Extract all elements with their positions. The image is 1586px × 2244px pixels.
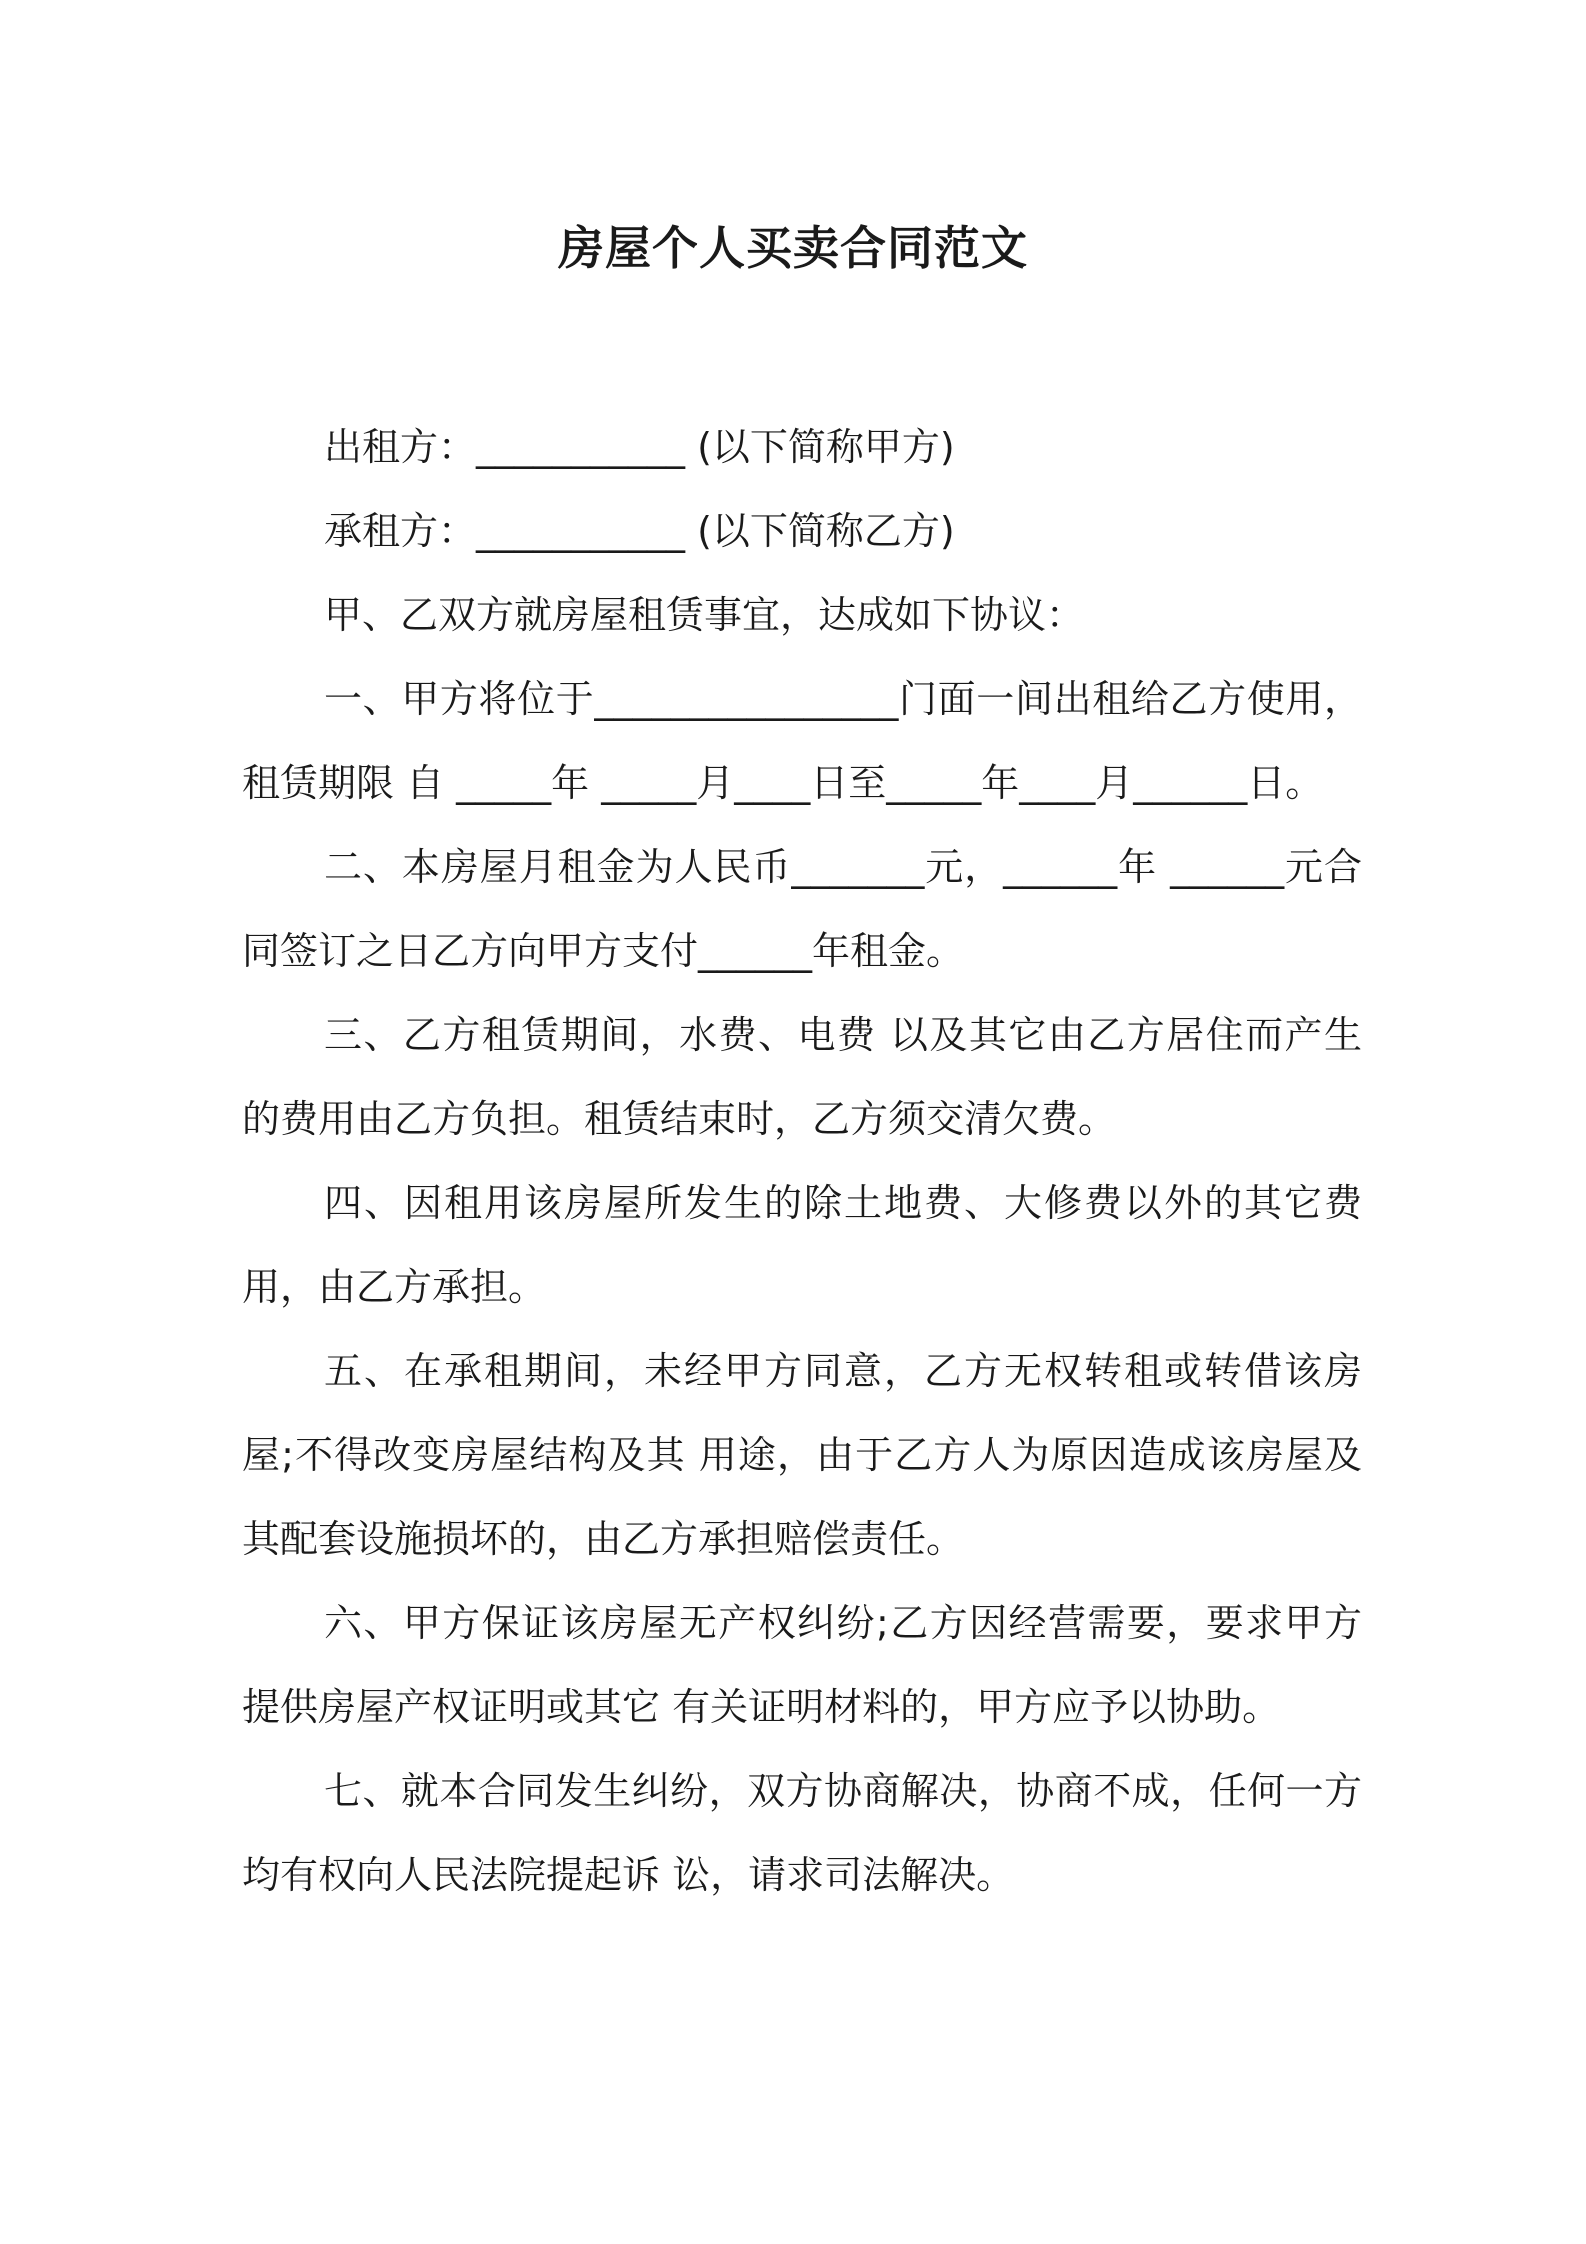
clause-3: 三、乙方租赁期间，水费、电费 以及其它由乙方居住而产生的费用由乙方负担。租赁结束时，乙方须交清欠费。 xyxy=(242,1013,1362,1141)
lessee-line: 承租方：___________ (以下简称乙方) xyxy=(324,509,955,553)
clause-2: 二、本房屋月租金为人民币_______元，______年 ______元合同签订之日乙方向甲方支付______年租金。 xyxy=(242,845,1362,973)
clause-7: 七、就本合同发生纠纷，双方协商解决，协商不成，任何一方均有权向人民法院提起诉 讼，请求司法解决。 xyxy=(242,1769,1362,1897)
clause-1: 一、甲方将位于________________门面一间出租给乙方使用，租赁期限 自 _____年 _____月____日至_____年____月______日。 xyxy=(242,677,1362,805)
clause-6: 六、甲方保证该房屋无产权纠纷;乙方因经营需要，要求甲方提供房屋产权证明或其它 有关证明材料的，甲方应予以协助。 xyxy=(242,1601,1362,1729)
document-title: 房屋个人买卖合同范文 xyxy=(558,221,1028,275)
clause-4: 四、因租用该房屋所发生的除土地费、大修费以外的其它费用，由乙方承担。 xyxy=(242,1181,1362,1309)
contract-body xyxy=(242,405,1362,1917)
clause-5: 五、在承租期间，未经甲方同意，乙方无权转租或转借该房屋;不得改变房屋结构及其 用途，由于乙方人为原因造成该房屋及其配套设施损坏的，由乙方承担赔偿责任。 xyxy=(242,1349,1362,1561)
agreement-intro: 甲、乙双方就房屋租赁事宜，达成如下协议： xyxy=(324,593,1085,637)
lessor-line: 出租方：___________ (以下简称甲方) xyxy=(324,425,955,469)
